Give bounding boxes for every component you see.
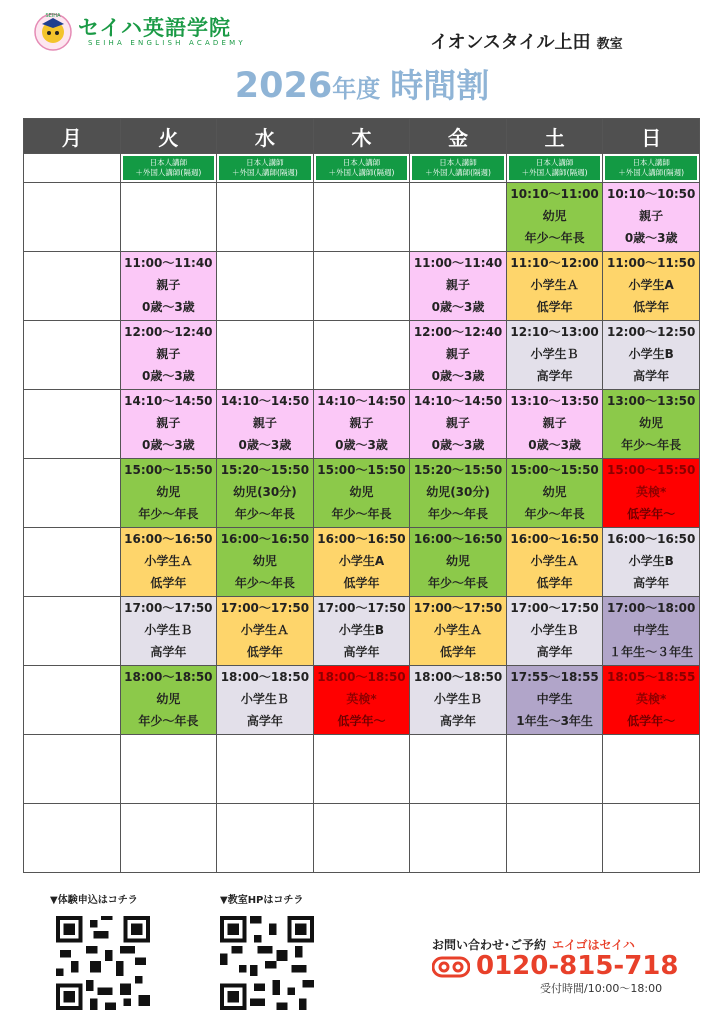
teacher-label: 日本人講師 ＋外国人講師(隔週) — [412, 156, 504, 180]
class-time: 12:10～13:00 — [510, 325, 599, 339]
class-time: 16:00～16:50 — [413, 532, 503, 546]
class-slot — [217, 666, 314, 735]
class-name: 幼児 — [252, 554, 277, 568]
class-time: 17:00～17:50 — [510, 601, 599, 615]
class-name: 小学生A — [338, 554, 385, 568]
teacher-label: 日本人講師 ＋外国人講師(隔週) — [509, 156, 601, 180]
class-slot — [603, 459, 700, 528]
class-slot — [217, 528, 314, 597]
teacher-cell — [217, 154, 314, 183]
teacher-row — [24, 154, 700, 183]
class-name: 親子 — [446, 278, 471, 292]
timetable — [23, 118, 700, 873]
class-name: 小学生Ａ — [530, 554, 579, 568]
class-name: 中学生 — [536, 692, 573, 706]
class-age: 0歳～3歳 — [431, 438, 485, 452]
empty-slot — [313, 804, 410, 873]
class-name: 中学生 — [633, 623, 670, 637]
class-slot — [603, 390, 700, 459]
class-time: 11:00～11:40 — [413, 256, 503, 270]
class-name: 小学生Ａ — [530, 278, 579, 292]
qr-trial-label: ▼体験申込はコチラ — [50, 895, 138, 906]
class-age: 1年生～3年生 — [516, 714, 593, 728]
class-time: 13:00～13:50 — [606, 394, 696, 408]
title-nendo: 年度 — [332, 75, 381, 103]
class-name: 小学生Ａ — [434, 623, 483, 637]
class-time: 18:00～18:50 — [124, 670, 213, 684]
class-name: 幼児 — [349, 485, 374, 499]
title-year: 2026 — [234, 66, 333, 106]
class-age: 年少～年長 — [621, 438, 682, 452]
class-time: 18:00～18:50 — [317, 670, 406, 684]
class-age: 高学年 — [440, 714, 477, 728]
empty-slot — [217, 735, 314, 804]
class-slot — [410, 390, 507, 459]
empty-slot — [24, 390, 121, 459]
class-time: 14:10～14:50 — [124, 394, 213, 408]
class-slot — [120, 528, 217, 597]
class-slot — [410, 597, 507, 666]
class-age: 0歳～3歳 — [528, 438, 581, 452]
class-name: 小学生Ｂ — [240, 692, 289, 706]
empty-slot — [217, 804, 314, 873]
empty-slot — [120, 183, 217, 252]
empty-slot — [410, 183, 507, 252]
timetable-row — [24, 252, 700, 321]
class-slot — [120, 666, 217, 735]
class-time: 12:00～12:50 — [606, 325, 696, 339]
empty-slot — [24, 528, 121, 597]
class-slot — [506, 666, 603, 735]
class-name: 小学生Ｂ — [530, 623, 579, 637]
class-name: 小学生B — [628, 554, 674, 568]
class-name: 幼児(30分) — [426, 485, 490, 499]
class-name: 親子 — [156, 347, 181, 361]
teacher-cell — [120, 154, 217, 183]
timetable-row — [24, 390, 700, 459]
class-slot — [506, 459, 603, 528]
class-slot — [120, 597, 217, 666]
class-age: 低学年～ — [337, 714, 386, 728]
day-header: 金 — [410, 119, 507, 154]
class-name: 親子 — [446, 416, 471, 430]
class-time: 17:00～17:50 — [124, 601, 213, 615]
owl-mascot-icon — [30, 10, 76, 52]
class-time: 15:00～15:50 — [510, 463, 599, 477]
class-age: 年少～年長 — [331, 507, 392, 521]
class-age: 低学年～ — [627, 507, 676, 521]
class-age: 0歳～3歳 — [141, 300, 195, 314]
class-slot — [410, 252, 507, 321]
class-age: 低学年 — [633, 300, 670, 314]
class-age: 年少～年長 — [524, 507, 585, 521]
class-age: 低学年 — [536, 576, 573, 590]
empty-slot — [313, 183, 410, 252]
class-age: 年少～年長 — [524, 231, 585, 245]
class-slot — [603, 252, 700, 321]
class-slot — [603, 321, 700, 390]
class-time: 16:00～16:50 — [317, 532, 406, 546]
class-age: 0歳～3歳 — [624, 231, 678, 245]
class-age: 低学年～ — [627, 714, 676, 728]
teacher-cell — [603, 154, 700, 183]
class-name: 幼児 — [156, 485, 181, 499]
empty-slot — [120, 735, 217, 804]
class-age: 高学年 — [536, 645, 573, 659]
timetable-row — [24, 666, 700, 735]
class-time: 15:00～15:50 — [317, 463, 406, 477]
class-time: 14:10～14:50 — [413, 394, 503, 408]
teacher-label: 日本人講師 ＋外国人講師(隔週) — [605, 156, 697, 180]
class-time: 14:10～14:50 — [317, 394, 406, 408]
page-title — [0, 60, 724, 107]
class-time: 15:00～15:50 — [606, 463, 696, 477]
class-name: 親子 — [156, 416, 181, 430]
class-time: 12:00～12:40 — [413, 325, 503, 339]
class-name: 幼児 — [639, 416, 664, 430]
empty-slot — [603, 735, 700, 804]
teacher-label: 日本人講師 ＋外国人講師(隔週) — [316, 156, 408, 180]
empty-slot — [506, 804, 603, 873]
class-slot — [217, 390, 314, 459]
class-slot — [313, 666, 410, 735]
timetable-body — [24, 183, 700, 873]
empty-slot — [313, 735, 410, 804]
timetable-row — [24, 735, 700, 804]
timetable-row — [24, 183, 700, 252]
class-slot — [603, 597, 700, 666]
class-age: 0歳～3歳 — [238, 438, 292, 452]
school-name-suffix: 教室 — [596, 37, 623, 52]
teacher-cell — [506, 154, 603, 183]
class-time: 15:00～15:50 — [124, 463, 213, 477]
class-name: 英検* — [636, 485, 667, 499]
class-time: 16:00～16:50 — [606, 532, 696, 546]
timetable-row — [24, 459, 700, 528]
class-time: 16:00～16:50 — [124, 532, 213, 546]
logo-title: セイハ英語学院 — [78, 16, 231, 40]
empty-slot — [217, 252, 314, 321]
teacher-cell — [313, 154, 410, 183]
empty-slot — [24, 666, 121, 735]
class-age: 0歳～3歳 — [335, 438, 388, 452]
class-time: 13:10～13:50 — [510, 394, 599, 408]
class-slot — [603, 666, 700, 735]
class-time: 16:00～16:50 — [510, 532, 599, 546]
class-slot — [506, 183, 603, 252]
class-time: 17:00～17:50 — [413, 601, 503, 615]
contact-catchphrase: エイゴはセイハ — [552, 938, 635, 952]
day-header: 月 — [24, 119, 121, 154]
timetable-row — [24, 528, 700, 597]
class-slot — [120, 390, 217, 459]
class-slot — [120, 252, 217, 321]
qr-hp-label: ▼教室HPはコチラ — [220, 895, 304, 906]
class-name: 幼児 — [156, 692, 181, 706]
class-slot — [313, 390, 410, 459]
class-age: １年生～３年生 — [609, 645, 694, 659]
empty-slot — [603, 804, 700, 873]
class-age: 0歳～3歳 — [431, 300, 485, 314]
teacher-cell-empty — [24, 154, 121, 183]
class-age: 高学年 — [633, 369, 670, 383]
class-name: 幼児 — [542, 209, 567, 223]
teacher-label: 日本人講師 ＋外国人講師(隔週) — [123, 156, 215, 180]
class-slot — [410, 459, 507, 528]
class-slot — [410, 666, 507, 735]
logo-subtitle: SEIHA ENGLISH ACADEMY — [88, 39, 246, 47]
class-slot — [313, 459, 410, 528]
empty-slot — [120, 804, 217, 873]
class-name: 小学生B — [338, 623, 385, 637]
title-main: 時間割 — [390, 66, 490, 105]
class-time: 18:00～18:50 — [220, 670, 310, 684]
class-age: 高学年 — [633, 576, 670, 590]
class-name: 親子 — [542, 416, 567, 430]
class-slot — [120, 459, 217, 528]
class-time: 10:10～11:00 — [510, 187, 599, 201]
class-time: 11:00～11:40 — [124, 256, 213, 270]
empty-slot — [313, 252, 410, 321]
class-name: 小学生Ｂ — [434, 692, 483, 706]
timetable-row — [24, 597, 700, 666]
empty-slot — [24, 735, 121, 804]
contact-text: お問い合わせ･ご予約 — [432, 938, 547, 952]
class-name: 小学生Ｂ — [144, 623, 193, 637]
empty-slot — [217, 183, 314, 252]
class-slot — [506, 390, 603, 459]
class-time: 18:05～18:55 — [606, 670, 696, 684]
class-age: 年少～年長 — [428, 507, 489, 521]
class-time: 17:55～18:55 — [510, 670, 599, 684]
phone-number[interactable] — [432, 951, 679, 981]
class-slot — [313, 528, 410, 597]
class-time: 10:10～10:50 — [606, 187, 696, 201]
class-age: 0歳～3歳 — [141, 369, 195, 383]
class-time: 14:10～14:50 — [220, 394, 310, 408]
phone-text: 0120-815-718 — [476, 951, 679, 981]
class-name: 親子 — [639, 209, 664, 223]
class-name: 英検* — [636, 692, 667, 706]
day-header: 日 — [603, 119, 700, 154]
class-age: 高学年 — [246, 714, 283, 728]
class-age: 低学年 — [246, 645, 283, 659]
class-age: 年少～年長 — [138, 714, 199, 728]
class-name: 小学生A — [628, 278, 674, 292]
empty-slot — [217, 321, 314, 390]
empty-slot — [24, 459, 121, 528]
class-time: 16:00～16:50 — [220, 532, 310, 546]
day-header: 水 — [217, 119, 314, 154]
class-time: 11:00～11:50 — [606, 256, 696, 270]
empty-slot — [410, 804, 507, 873]
svg-text:SEIHA: SEIHA — [45, 13, 61, 19]
qr-code-hp-icon[interactable] — [220, 916, 314, 1010]
class-name: 幼児(30分) — [233, 485, 297, 499]
teacher-label: 日本人講師 ＋外国人講師(隔週) — [219, 156, 311, 180]
class-age: 年少～年長 — [428, 576, 489, 590]
class-age: 0歳～3歳 — [431, 369, 485, 383]
class-name: 幼児 — [542, 485, 567, 499]
class-age: 0歳～3歳 — [141, 438, 195, 452]
empty-slot — [313, 321, 410, 390]
qr-code-trial-icon[interactable] — [56, 916, 150, 1010]
class-slot — [410, 528, 507, 597]
class-slot — [313, 597, 410, 666]
day-header: 火 — [120, 119, 217, 154]
class-slot — [506, 528, 603, 597]
day-header-row — [24, 119, 700, 154]
class-name: 親子 — [349, 416, 374, 430]
reception-hours: 受付時間/10:00～18:00 — [540, 982, 663, 995]
class-time: 17:00～18:00 — [606, 601, 696, 615]
class-name: 小学生Ａ — [240, 623, 289, 637]
school-name — [430, 28, 623, 54]
empty-slot — [24, 597, 121, 666]
class-slot — [120, 321, 217, 390]
empty-slot — [24, 183, 121, 252]
class-name: 幼児 — [446, 554, 471, 568]
class-name: 小学生Ｂ — [530, 347, 579, 361]
freedial-icon — [432, 956, 470, 978]
class-age: 高学年 — [536, 369, 573, 383]
class-age: 低学年 — [343, 576, 380, 590]
class-time: 15:20～15:50 — [220, 463, 310, 477]
class-name: 小学生B — [628, 347, 674, 361]
class-time: 15:20～15:50 — [413, 463, 503, 477]
day-header: 土 — [506, 119, 603, 154]
empty-slot — [24, 252, 121, 321]
class-slot — [603, 183, 700, 252]
class-name: 小学生Ａ — [144, 554, 193, 568]
class-time: 11:10～12:00 — [510, 256, 599, 270]
class-age: 年少～年長 — [234, 507, 295, 521]
class-age: 低学年 — [150, 576, 187, 590]
timetable-row — [24, 321, 700, 390]
empty-slot — [410, 735, 507, 804]
empty-slot — [24, 321, 121, 390]
school-name-main: イオンスタイル上田 — [430, 32, 591, 53]
class-slot — [217, 459, 314, 528]
class-age: 年少～年長 — [138, 507, 199, 521]
day-header: 木 — [313, 119, 410, 154]
class-slot — [506, 321, 603, 390]
class-age: 低学年 — [536, 300, 573, 314]
class-time: 17:00～17:50 — [317, 601, 406, 615]
class-slot — [506, 252, 603, 321]
seiha-logo — [30, 10, 270, 52]
class-time: 17:00～17:50 — [220, 601, 310, 615]
class-time: 18:00～18:50 — [413, 670, 503, 684]
class-slot — [603, 528, 700, 597]
empty-slot — [506, 735, 603, 804]
class-name: 英検* — [346, 692, 377, 706]
class-name: 親子 — [252, 416, 277, 430]
class-age: 高学年 — [150, 645, 187, 659]
empty-slot — [24, 804, 121, 873]
class-slot — [506, 597, 603, 666]
timetable-row — [24, 804, 700, 873]
teacher-cell — [410, 154, 507, 183]
class-time: 12:00～12:40 — [124, 325, 213, 339]
class-age: 年少～年長 — [234, 576, 295, 590]
class-name: 親子 — [446, 347, 471, 361]
class-age: 高学年 — [343, 645, 380, 659]
class-age: 低学年 — [440, 645, 477, 659]
class-name: 親子 — [156, 278, 181, 292]
class-slot — [410, 321, 507, 390]
class-slot — [217, 597, 314, 666]
